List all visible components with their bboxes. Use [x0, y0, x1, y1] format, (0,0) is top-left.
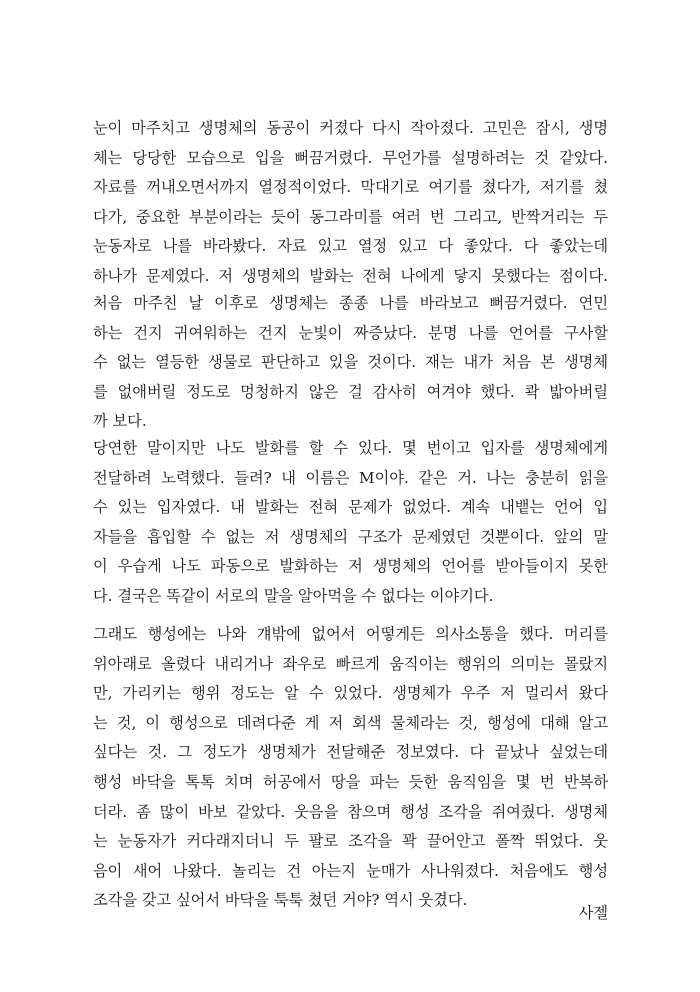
paragraph-line: 싶다는 것. 그 정도가 생명체가 전달해준 정보였다. 다 끝났나 싶었는데 [93, 743, 608, 762]
paragraph-line: 행성 바닥을 톡톡 치며 허공에서 땅을 파는 듯한 움직임을 몇 번 반복하 [93, 772, 608, 791]
paragraph-line: 이 우습게 나도 파동으로 발화하는 저 생명체의 언어를 받아들이지 못한 [93, 557, 608, 576]
paragraph-line: 조각을 갖고 싶어서 바닥을 툭툭 쳤던 거야? 역시 웃겼다. [93, 891, 468, 910]
paragraph-line: 수 없는 열등한 생물로 판단하고 있을 것이다. 재는 내가 처음 본 생명체 [93, 353, 608, 372]
paragraph-line: 다가, 중요한 부분이라는 듯이 동그라미를 여러 번 그리고, 반짝거리는 두 [93, 207, 608, 226]
paragraph-line: 당연한 말이지만 나도 발화를 할 수 있다. 몇 번이고 입자를 생명체에게 [93, 439, 608, 457]
paragraph-line: 자료를 꺼내오면서까지 열정적이었다. 막대기로 여기를 쳤다가, 저기를 쳤 [93, 178, 608, 197]
paragraph-line: 까 보다. [93, 412, 147, 431]
author-signature: 사젤 [578, 904, 608, 922]
paragraph-2 [93, 289, 608, 437]
paragraph-line: 더라. 좀 많이 바보 같았다. 웃음을 참으며 행성 조각을 쥐여줬다. 생명체 [93, 802, 608, 821]
paragraph-line: 는 것, 이 행성으로 데려다준 게 저 회색 물체라는 것, 행성에 대해 알고 [93, 713, 608, 732]
paragraph-line: 전달하려 노력했다. 들려? 내 이름은 M이야. 같은 거. 나는 충분히 읽을 [93, 468, 608, 487]
paragraph-line: 다. 결국은 똑같이 서로의 말을 알아먹을 수 없다는 이야기다. [93, 586, 494, 605]
paragraph-line: 하는 건지 귀여워하는 건지 눈빛이 짜증났다. 분명 나를 언어를 구사할 [93, 323, 608, 342]
paragraph-line: 는 눈동자가 커다래지더니 두 팔로 조각을 꽉 끌어안고 폴짝 뛰었다. 웃 [93, 832, 608, 851]
paragraph-line: 위아래로 올렸다 내리거나 좌우로 빠르게 움직이는 행위의 의미는 몰랐지 [93, 654, 608, 673]
paragraph-line: 그래도 행성에는 나와 걔밖에 없어서 어떻게든 의사소통을 했다. 머리를 [93, 625, 608, 643]
paragraph-line: 를 없애버릴 정도로 멍청하지 않은 걸 감사히 여겨야 했다. 콱 밟아버릴 [93, 382, 608, 401]
paragraph-4 [93, 620, 608, 916]
paragraph-1 [93, 114, 608, 292]
paragraph-line: 눈동자로 나를 바라봤다. 자료 있고 열정 있고 다 좋았다. 다 좋았는데 [93, 237, 608, 256]
paragraph-line: 수 있는 입자였다. 내 발화는 전혀 문제가 없었다. 계속 내뱉는 언어 입 [93, 498, 608, 517]
paragraph-line: 하나가 문제였다. 저 생명체의 발화는 전혀 나에게 닿지 못했다는 점이다. [93, 266, 608, 285]
paragraph-line: 눈이 마주치고 생명체의 동공이 커졌다 다시 작아졌다. 고민은 잠시, 생명 [93, 119, 608, 137]
paragraph-line: 음이 새어 나왔다. 놀리는 건 아는지 눈매가 사나워졌다. 처음에도 행성 [93, 861, 608, 880]
paragraph-3 [93, 434, 608, 612]
paragraph-line: 자들을 흡입할 수 없는 저 생명체의 구조가 문제였던 것뿐이다. 앞의 말 [93, 527, 608, 546]
paragraph-line: 만, 가리키는 행위 정도는 알 수 있었다. 생명체가 우주 저 멀리서 왔다 [93, 684, 608, 703]
paragraph-line: 체는 당당한 모습으로 입을 뻐끔거렸다. 무언가를 설명하려는 것 같았다. [93, 148, 608, 167]
paragraph-line: 처음 마주친 날 이후로 생명체는 종종 나를 바라보고 뻐끔거렸다. 연민 [93, 294, 608, 312]
